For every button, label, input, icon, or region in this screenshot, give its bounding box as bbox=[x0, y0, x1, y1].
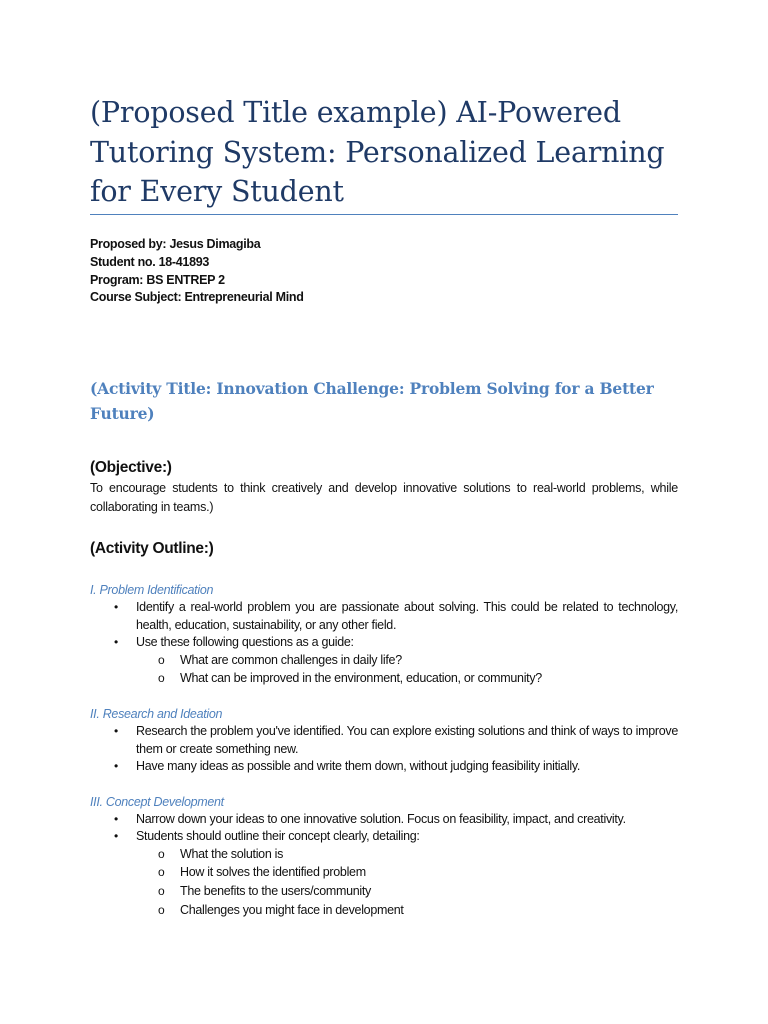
objective-text: To encourage students to think creatively and develop innovative solutions to real-world problems, while collaborating in teams.) bbox=[90, 481, 678, 514]
student-number: Student no. 18-41893 bbox=[90, 254, 210, 269]
bullet-marker: • bbox=[114, 635, 119, 649]
title-underline bbox=[90, 214, 678, 215]
list-item: Narrow down your ideas to one innovative solution. Focus on feasibility, impact, and creativity. bbox=[136, 812, 626, 826]
activity-title: (Activity Title: Innovation Challenge: Problem Solving for a Better Future) bbox=[90, 379, 654, 423]
list-item: Have many ideas as possible and write them down, without judging feasibility initially. bbox=[136, 759, 581, 773]
list-item: Use these following questions as a guide: bbox=[136, 635, 354, 649]
section-heading-research-and-ideation: II. Research and Ideation bbox=[90, 707, 223, 721]
list-item: Identify a real-world problem you are passionate about solving. This could be related to technology, health, education, sustainability, or any other field. bbox=[136, 600, 678, 632]
sub-list-item: Challenges you might face in development bbox=[180, 903, 404, 917]
bullet-marker: • bbox=[114, 759, 119, 773]
program: Program: BS ENTREP 2 bbox=[90, 272, 225, 287]
sub-list-item: What the solution is bbox=[180, 847, 284, 861]
objective-heading: (Objective:) bbox=[90, 459, 172, 476]
list-item: Research the problem you've identified. You can explore existing solutions and think of ways to improve them or create something new. bbox=[136, 724, 678, 756]
sub-list-item: What are common challenges in daily life? bbox=[180, 653, 402, 667]
sub-list-item: What can be improved in the environment, education, or community? bbox=[180, 671, 542, 685]
document-title: (Proposed Title example) AI-Powered Tutoring System: Personalized Learning for Every Student bbox=[90, 96, 665, 208]
sub-list-item: How it solves the identified problem bbox=[180, 865, 366, 879]
proposed-by: Proposed by: Jesus Dimagiba bbox=[90, 237, 261, 251]
bullet-marker: • bbox=[114, 600, 119, 614]
sub-bullet-marker: o bbox=[158, 865, 165, 879]
proposal-details bbox=[90, 236, 490, 307]
sub-list-item: The benefits to the users/community bbox=[180, 884, 371, 898]
bullet-marker: • bbox=[114, 829, 119, 843]
course-subject: Course Subject: Entrepreneurial Mind bbox=[90, 290, 304, 305]
sub-bullet-marker: o bbox=[158, 671, 165, 685]
sub-bullet-marker: o bbox=[158, 884, 165, 898]
activity-outline-heading: (Activity Outline:) bbox=[90, 540, 214, 557]
bullet-marker: • bbox=[114, 724, 119, 738]
section-heading-concept-development: III. Concept Development bbox=[90, 795, 224, 809]
sub-bullet-marker: o bbox=[158, 903, 165, 917]
list-item: Students should outline their concept clearly, detailing: bbox=[136, 829, 420, 843]
section-heading-problem-identification: I. Problem Identification bbox=[90, 583, 214, 597]
sub-bullet-marker: o bbox=[158, 653, 165, 667]
bullet-marker: • bbox=[114, 812, 119, 826]
sub-bullet-marker: o bbox=[158, 847, 165, 861]
